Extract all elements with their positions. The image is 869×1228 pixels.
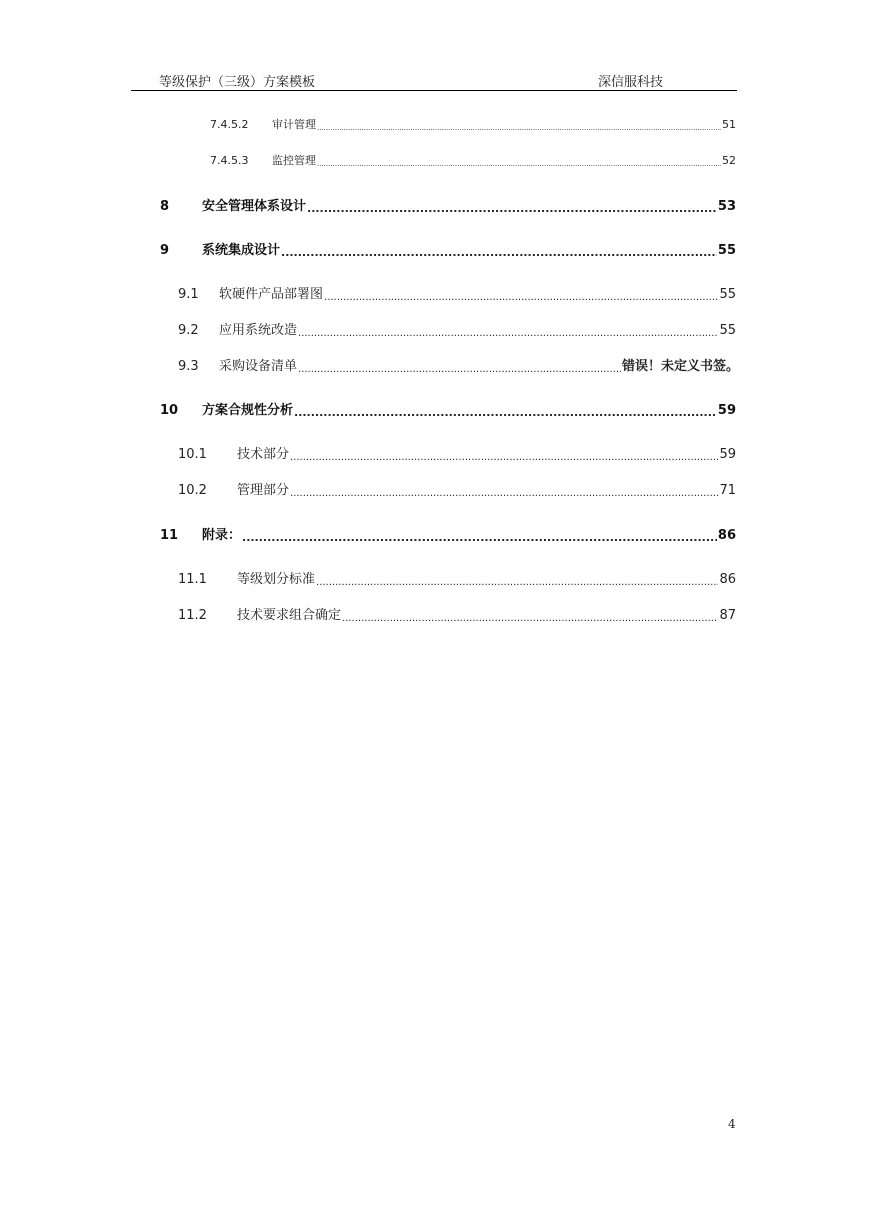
toc-entry-page: 59	[719, 447, 736, 462]
toc-entry[interactable]	[160, 195, 736, 214]
toc-entry[interactable]	[178, 568, 736, 587]
toc-entry-page: 55	[717, 243, 736, 258]
toc-entry-title: 附录：	[202, 528, 242, 543]
toc-entry-title: 安全管理体系设计	[202, 199, 307, 214]
toc-dot-leader	[342, 610, 718, 623]
toc-entry-title: 技术部分	[237, 447, 290, 462]
toc-entry-number: 11.1	[178, 572, 207, 587]
toc-entry-page: 55	[719, 287, 736, 302]
toc-entry-title: 监控管理	[272, 154, 316, 167]
toc-entry-page: 52	[722, 154, 736, 167]
toc-entry-title: 方案合规性分析	[202, 403, 294, 418]
toc-entry-page: 86	[719, 572, 736, 587]
toc-dot-leader	[242, 530, 717, 543]
toc-entry[interactable]	[178, 283, 736, 302]
header-document-title: 等级保护（三级）方案模板	[159, 75, 316, 90]
toc-entry-number: 10	[160, 403, 179, 418]
toc-entry[interactable]	[160, 399, 736, 418]
toc-entry[interactable]	[178, 443, 736, 462]
toc-dot-leader	[281, 245, 717, 258]
toc-dot-leader	[290, 449, 718, 462]
toc-dot-leader	[317, 120, 721, 131]
page-header	[131, 70, 737, 91]
toc-entry[interactable]	[160, 524, 736, 543]
toc-entry[interactable]	[160, 239, 736, 258]
toc-entry-title: 软硬件产品部署图	[219, 287, 324, 302]
toc-entry-number: 10.2	[178, 483, 207, 498]
toc-entry-number: 7.4.5.2	[210, 118, 249, 131]
toc-entry-number: 11.2	[178, 608, 207, 623]
footer-page-number: 4	[728, 1117, 736, 1131]
toc-entry-page: 59	[717, 403, 736, 418]
toc-entry-title: 技术要求组合确定	[237, 608, 342, 623]
toc-entry-page: 86	[717, 528, 736, 543]
toc-entry-number: 9.1	[178, 287, 199, 302]
toc-entry-title: 系统集成设计	[202, 243, 281, 258]
toc-entry-number: 10.1	[178, 447, 207, 462]
toc-entry-number: 9.2	[178, 323, 199, 338]
toc-entry-title: 管理部分	[237, 483, 290, 498]
toc-dot-leader	[298, 325, 718, 338]
toc-entry-page: 55	[719, 323, 736, 338]
toc-dot-leader	[324, 289, 718, 302]
toc-dot-leader	[316, 574, 718, 587]
toc-entry[interactable]	[210, 152, 736, 168]
toc-entry-number: 11	[160, 528, 179, 543]
toc-entry-title: 等级划分标准	[237, 572, 316, 587]
toc-entry-page-error: 错误！未定义书签。	[621, 359, 739, 374]
toc-entry[interactable]	[178, 604, 736, 623]
toc-dot-leader	[298, 361, 621, 374]
toc-dot-leader	[307, 201, 717, 214]
toc-entry-number: 7.4.5.3	[210, 154, 249, 167]
toc-dot-leader	[317, 156, 721, 167]
toc-entry-number: 9.3	[178, 359, 199, 374]
toc-entry-number: 8	[160, 199, 170, 214]
toc-entry-page: 51	[722, 118, 736, 131]
toc-entry-title: 应用系统改造	[219, 323, 298, 338]
header-company-name: 深信服科技	[598, 75, 664, 90]
toc-entry-page: 71	[719, 483, 736, 498]
toc-entry-title: 审计管理	[272, 118, 316, 131]
toc-entry[interactable]	[178, 319, 736, 338]
toc-entry-page: 53	[717, 199, 736, 214]
toc-entry[interactable]	[178, 355, 739, 374]
toc-entry-page: 87	[719, 608, 736, 623]
toc-entry-number: 9	[160, 243, 170, 258]
toc-dot-leader	[294, 405, 717, 418]
toc-dot-leader	[290, 485, 718, 498]
toc-entry[interactable]	[210, 116, 736, 132]
toc-entry[interactable]	[178, 479, 736, 498]
toc-entry-title: 采购设备清单	[219, 359, 298, 374]
